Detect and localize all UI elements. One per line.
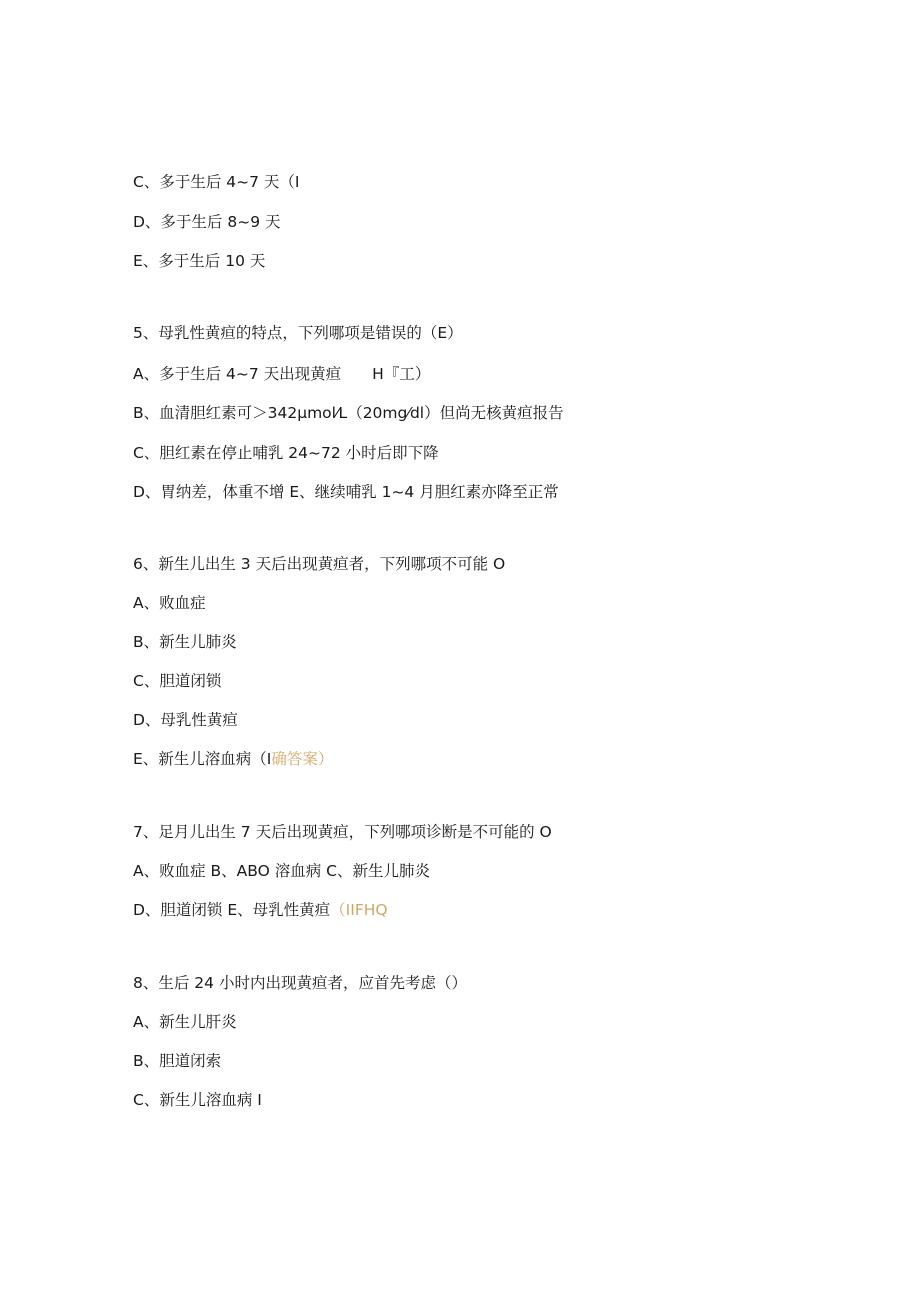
q4-option-c: C、多于生后 4~7 天（I (133, 173, 300, 191)
answer-hint: （IIFHQ (330, 901, 388, 919)
q5-option-a: A、多于生后 4~7 天出现黄疸 H『工） (133, 365, 431, 383)
q6-option-c: C、胆道闭锁 (133, 672, 222, 690)
q7-options-d-e-text: D、胆道闭锁 E、母乳性黄疸 (133, 901, 331, 919)
q5-stem: 5、母乳性黄疸的特点，下列哪项是错误的（E） (133, 324, 463, 342)
q4-option-e: E、多于生后 10 天 (133, 252, 266, 270)
q7-options-d-e (133, 900, 388, 920)
q8-option-a: A、新生儿肝炎 (133, 1013, 237, 1031)
q6-stem: 6、新生儿出生 3 天后出现黄疸者，下列哪项不可能 O (133, 555, 506, 573)
q7-options-a-c: A、败血症 B、ABO 溶血病 C、新生儿肺炎 (133, 862, 431, 880)
q6-option-d: D、母乳性黄疸 (133, 711, 238, 729)
q6-option-b: B、新生儿肺炎 (133, 633, 237, 651)
q5-option-c: C、胆红素在停止哺乳 24~72 小时后即下降 (133, 444, 439, 462)
q5-option-b: B、血清胆红素可＞342μmol⁄L（20mg⁄dl）但尚无核黄疸报告 (133, 404, 564, 422)
q5-option-d-e: D、胃纳差，体重不增 E、继续哺乳 1~4 月胆红素亦降至正常 (133, 483, 559, 501)
answer-hint: 确答案） (271, 750, 334, 768)
q6-option-a: A、败血症 (133, 594, 206, 612)
q6-option-e (133, 749, 333, 769)
q4-option-d: D、多于生后 8~9 天 (133, 213, 281, 231)
q8-stem: 8、生后 24 小时内出现黄疸者，应首先考虑（） (133, 974, 467, 992)
q6-option-e-text: E、新生儿溶血病（I (133, 750, 272, 768)
q8-option-b: B、胆道闭索 (133, 1052, 222, 1070)
q8-option-c: C、新生儿溶血病 I (133, 1091, 262, 1109)
q7-stem: 7、足月儿出生 7 天后出现黄疸，下列哪项诊断是不可能的 O (133, 823, 552, 841)
